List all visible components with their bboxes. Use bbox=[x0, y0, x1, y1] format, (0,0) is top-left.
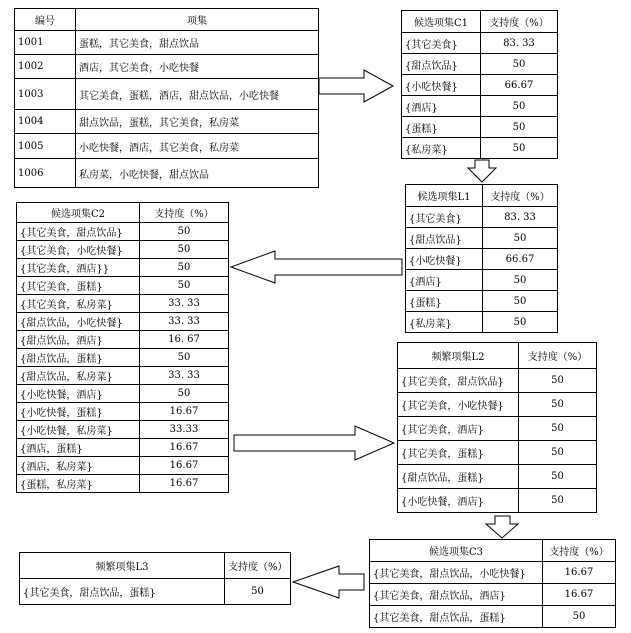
itemset-cell: {小吃快餐，私房菜} bbox=[17, 421, 140, 439]
itemset-cell: {其它美食，酒店} bbox=[398, 417, 519, 441]
support-cell: 83. 33 bbox=[481, 33, 558, 54]
itemset-cell: {甜点饮品，蛋糕} bbox=[17, 349, 140, 367]
transaction-id: 1004 bbox=[15, 110, 76, 134]
itemset-cell: {小吃快餐} bbox=[406, 249, 483, 270]
itemset-cell: {甜点饮品，私房菜} bbox=[17, 367, 140, 385]
support-cell: 33. 33 bbox=[140, 313, 229, 331]
support-cell: 16.67 bbox=[140, 439, 229, 457]
itemset-cell: {酒店，蛋糕} bbox=[17, 439, 140, 457]
itemset-cell: {其它美食，甜点饮品} bbox=[398, 369, 519, 393]
right-arrow-icon bbox=[234, 426, 394, 460]
support-cell: 50 bbox=[481, 96, 558, 117]
itemset-cell: {酒店，私房菜} bbox=[17, 457, 140, 475]
header-support: 支持度（%） bbox=[481, 11, 558, 33]
header-itemset: 候选项集L1 bbox=[406, 185, 483, 207]
support-cell: 16.67 bbox=[543, 562, 616, 584]
support-cell: 50 bbox=[140, 259, 229, 277]
itemset-cell: {甜点饮品，蛋糕} bbox=[398, 465, 519, 489]
itemset-cell: {甜点饮品，小吃快餐} bbox=[17, 313, 140, 331]
support-cell: 50 bbox=[483, 291, 558, 312]
itemset-cell: {蛋糕} bbox=[402, 117, 481, 138]
itemset-cell: {其它美食，甜点饮品，蛋糕} bbox=[20, 579, 225, 605]
support-cell: 50 bbox=[519, 465, 597, 489]
header-id: 编号 bbox=[15, 9, 76, 31]
support-cell: 16. 67 bbox=[140, 331, 229, 349]
support-cell: 33. 33 bbox=[140, 367, 229, 385]
support-cell: 50 bbox=[140, 385, 229, 403]
transaction-id: 1002 bbox=[15, 55, 76, 79]
support-cell: 83. 33 bbox=[483, 207, 558, 228]
itemset-cell: {其它美食，甜点饮品，小吃快餐} bbox=[370, 562, 543, 584]
itemset-cell: {小吃快餐} bbox=[402, 75, 481, 96]
support-cell: 50 bbox=[519, 369, 597, 393]
support-cell: 50 bbox=[519, 417, 597, 441]
transaction-id: 1001 bbox=[15, 31, 76, 55]
support-cell: 50 bbox=[140, 241, 229, 259]
support-cell: 50 bbox=[140, 223, 229, 241]
itemset-cell: {其它美食，酒店}} bbox=[17, 259, 140, 277]
header-support: 支持度（%） bbox=[519, 343, 597, 369]
support-cell: 50 bbox=[481, 117, 558, 138]
support-cell: 16.67 bbox=[140, 457, 229, 475]
support-cell: 33. 33 bbox=[140, 295, 229, 313]
transaction-items: 蛋糕，其它美食，甜点饮品 bbox=[76, 31, 319, 55]
support-cell: 50 bbox=[481, 54, 558, 75]
header-itemset: 候选项集C3 bbox=[370, 540, 543, 562]
itemset-cell: {蛋糕，私房菜} bbox=[17, 475, 140, 493]
header-support: 支持度（%） bbox=[225, 553, 291, 579]
itemset-cell: {蛋糕} bbox=[406, 291, 483, 312]
left-arrow-icon bbox=[293, 566, 364, 598]
support-cell: 16.67 bbox=[140, 403, 229, 421]
transaction-items: 其它美食，蛋糕，酒店，甜点饮品，小吃快餐 bbox=[76, 79, 319, 110]
support-cell: 50 bbox=[483, 228, 558, 249]
itemset-cell: {私房菜} bbox=[402, 138, 481, 159]
support-cell: 50 bbox=[519, 441, 597, 465]
itemset-cell: {甜点饮品，酒店} bbox=[17, 331, 140, 349]
itemset-cell: {其它美食，小吃快餐} bbox=[17, 241, 140, 259]
header-itemset: 频繁项集L3 bbox=[20, 553, 225, 579]
itemset-cell: {其它美食} bbox=[402, 33, 481, 54]
right-arrow-icon bbox=[319, 70, 393, 102]
transaction-items: 酒店，其它美食，小吃快餐 bbox=[76, 55, 319, 79]
transaction-items: 私房菜，小吃快餐，甜点饮品 bbox=[76, 159, 319, 188]
support-cell: 50 bbox=[483, 312, 558, 333]
itemset-cell: {酒店} bbox=[402, 96, 481, 117]
support-cell: 50 bbox=[483, 270, 558, 291]
support-cell: 66.67 bbox=[481, 75, 558, 96]
left-arrow-icon bbox=[231, 251, 402, 283]
support-cell: 50 bbox=[481, 138, 558, 159]
itemset-cell: {私房菜} bbox=[406, 312, 483, 333]
itemset-cell: {小吃快餐，酒店} bbox=[398, 489, 519, 513]
down-arrow-icon bbox=[486, 516, 518, 538]
support-cell: 66.67 bbox=[483, 249, 558, 270]
transaction-id: 1005 bbox=[15, 134, 76, 159]
header-support: 支持度（%） bbox=[543, 540, 616, 562]
header-support: 支持度（%） bbox=[483, 185, 558, 207]
support-cell: 16.67 bbox=[543, 584, 616, 606]
down-arrow-icon bbox=[468, 160, 496, 182]
header-itemset: 候选项集C2 bbox=[17, 203, 140, 223]
header-itemset: 频繁项集L2 bbox=[398, 343, 519, 369]
itemset-cell: {其它美食，甜点饮品} bbox=[17, 223, 140, 241]
header-items: 项集 bbox=[76, 9, 319, 31]
header-support: 支持度（%） bbox=[140, 203, 229, 223]
support-cell: 50 bbox=[140, 277, 229, 295]
itemset-cell: {其它美食，蛋糕} bbox=[398, 441, 519, 465]
support-cell: 33.33 bbox=[140, 421, 229, 439]
support-cell: 50 bbox=[519, 393, 597, 417]
transaction-items: 甜点饮品，蛋糕，其它美食，私房菜 bbox=[76, 110, 319, 134]
itemset-cell: {其它美食，私房菜} bbox=[17, 295, 140, 313]
support-cell: 50 bbox=[519, 489, 597, 513]
itemset-cell: {甜点饮品} bbox=[402, 54, 481, 75]
transaction-id: 1006 bbox=[15, 159, 76, 188]
itemset-cell: {其它美食} bbox=[406, 207, 483, 228]
support-cell: 16.67 bbox=[140, 475, 229, 493]
itemset-cell: {其它美食，蛋糕} bbox=[17, 277, 140, 295]
header-itemset: 候选项集C1 bbox=[402, 11, 481, 33]
itemset-cell: {其它美食，小吃快餐} bbox=[398, 393, 519, 417]
itemset-cell: {酒店} bbox=[406, 270, 483, 291]
support-cell: 50 bbox=[543, 606, 616, 628]
itemset-cell: {甜点饮品} bbox=[406, 228, 483, 249]
support-cell: 50 bbox=[140, 349, 229, 367]
support-cell: 50 bbox=[225, 579, 291, 605]
itemset-cell: {其它美食，甜点饮品，蛋糕} bbox=[370, 606, 543, 628]
transaction-items: 小吃快餐，酒店，其它美食，私房菜 bbox=[76, 134, 319, 159]
itemset-cell: {小吃快餐，蛋糕} bbox=[17, 403, 140, 421]
itemset-cell: {其它美食，甜点饮品，酒店} bbox=[370, 584, 543, 606]
transaction-id: 1003 bbox=[15, 79, 76, 110]
itemset-cell: {小吃快餐，酒店} bbox=[17, 385, 140, 403]
